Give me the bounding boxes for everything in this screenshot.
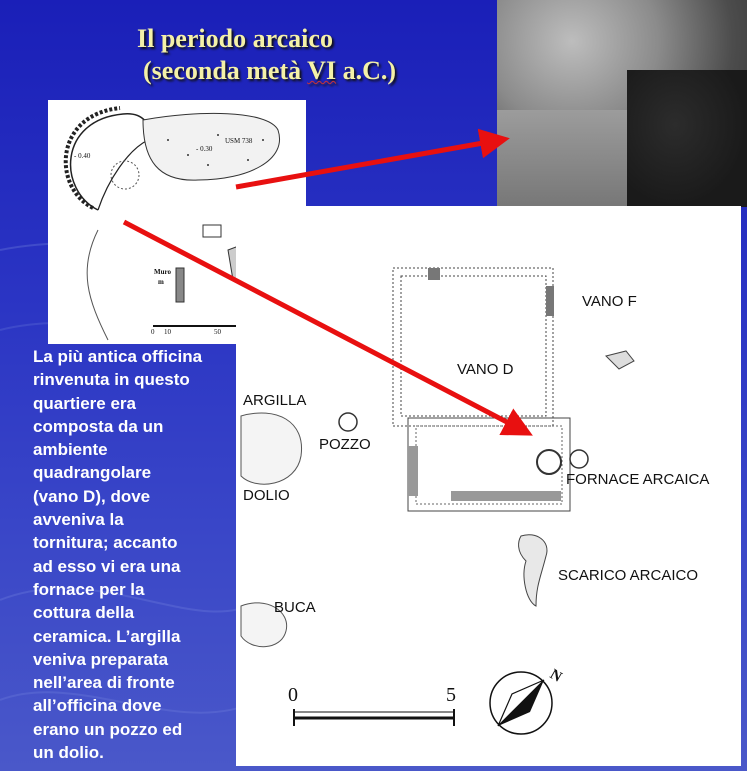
slide-title: Il periodo arcaico — [137, 24, 333, 53]
scale-tick-50: 50 — [214, 328, 221, 336]
elevation-label-1: - 0.40 — [74, 152, 91, 160]
label-pozzo: POZZO — [319, 436, 371, 453]
label-scarico: SCARICO ARCAICO — [558, 567, 699, 584]
label-buca: BUCA — [274, 599, 316, 616]
scale-tick-0: 0 — [151, 328, 155, 336]
north-label: N — [546, 666, 565, 686]
slide-subtitle: (seconda metà VI a.C.) — [143, 56, 397, 85]
description-text: La più antica officina rinvenuta in questo quartiere era composta da un ambiente quadrangolare (vano D), dove avveniva la tornitura; accanto ad esso vi era una fornace per la cottura della ceramica. L’argilla veniva preparata nell’area di fronte all’officina dove erano un pozzo ed un dolio. — [33, 347, 203, 763]
usm-label: USM 738 — [225, 137, 253, 145]
label-fornace: FORNACE ARCAICA — [566, 471, 710, 488]
label-vano-f: VANO F — [582, 293, 637, 310]
muro-label: Muro — [154, 268, 171, 276]
label-vano-d: VANO D — [457, 361, 514, 378]
scale-start: 0 — [288, 684, 298, 706]
scale-end: 5 — [446, 684, 456, 706]
label-dolio: DOLIO — [243, 487, 290, 504]
elevation-label-2: - 0.30 — [196, 145, 213, 153]
muro-m-label: m — [158, 278, 164, 286]
label-argilla: ARGILLA — [243, 392, 307, 409]
scale-tick-10: 10 — [164, 328, 171, 336]
arrow-to-photo — [236, 140, 500, 187]
